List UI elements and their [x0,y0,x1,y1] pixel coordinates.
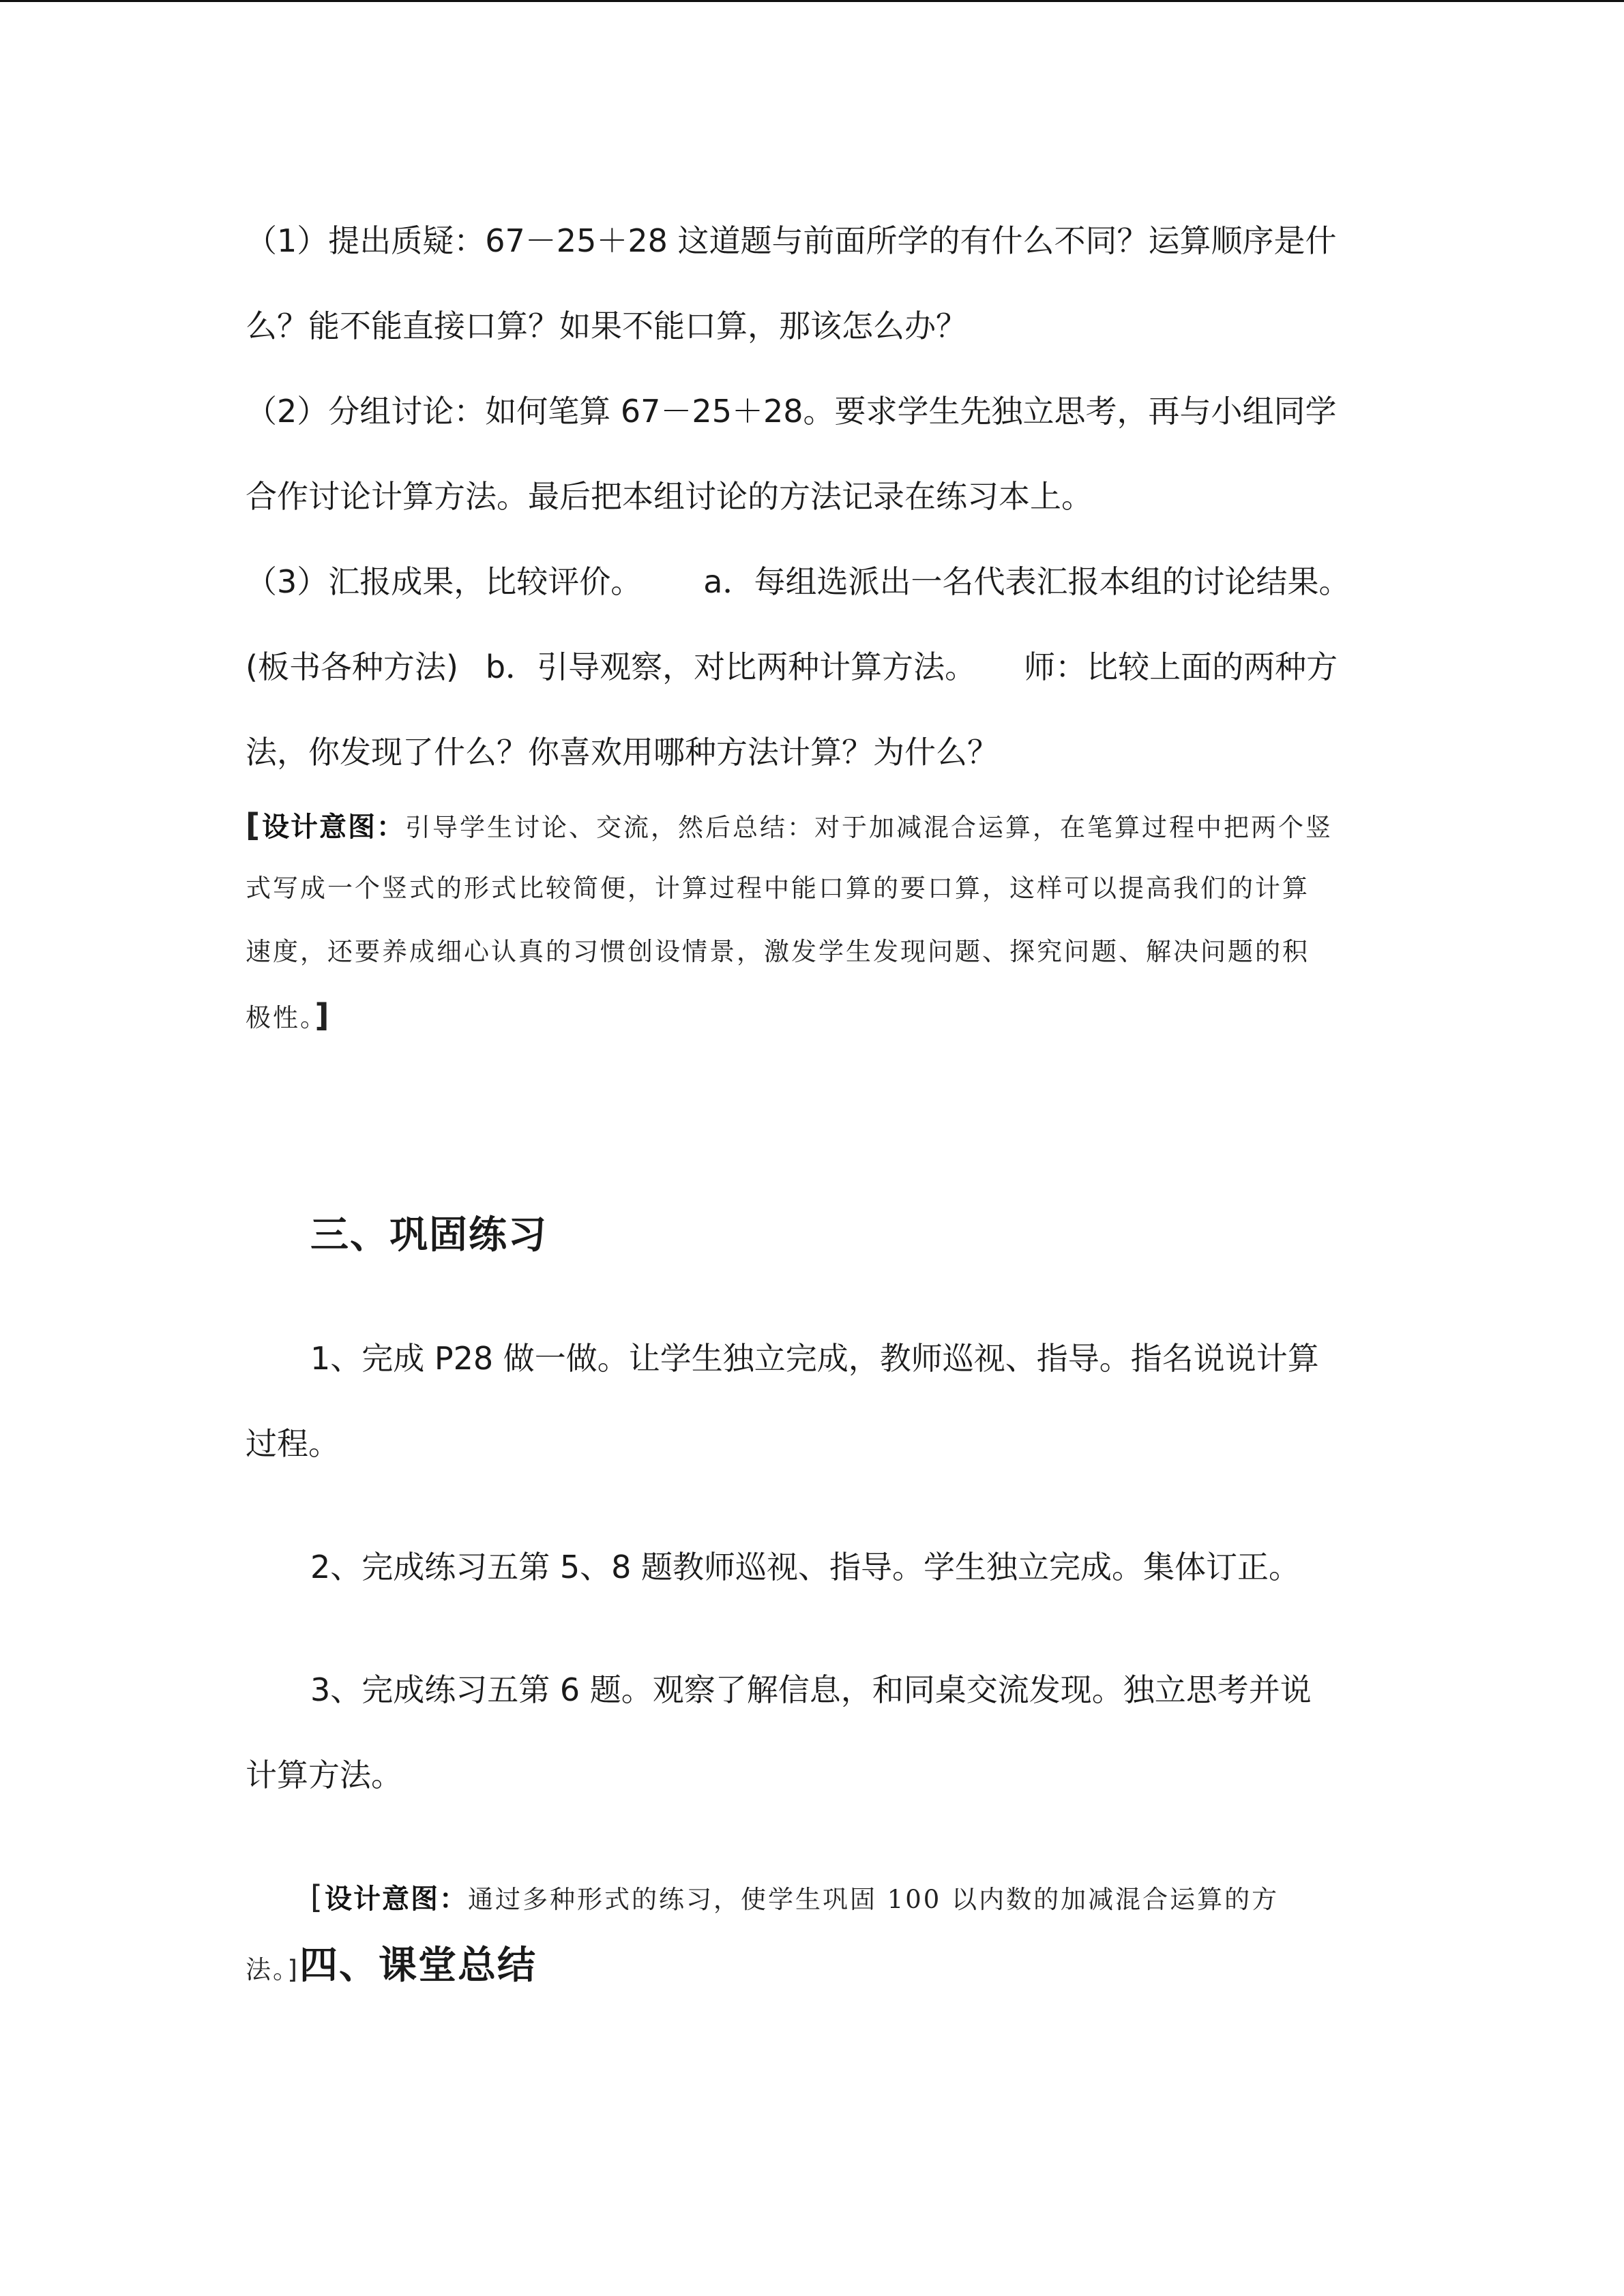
design-intent-2-line-1 [310,1877,1279,1920]
section-4-heading: 四、课堂总结 [299,1943,537,1988]
report-step-a: a．每组选派出一名代表汇报本组的讨论结果。 [703,563,1350,600]
report-teacher-prompt: 师：比较上面的两种方 [1024,648,1338,685]
design-intent-1-label: 设计意图： [262,811,406,843]
paragraph-question-line-2: 么？能不能直接口算？如果不能口算，那该怎么办？ [246,308,967,344]
section-3-heading: 三、巩固练习 [310,1213,548,1257]
page-top-border [0,0,1624,2]
design-intent-2-text-1: 通过多种形式的练习，使学生巩固 100 以内数的加减混合运算的方 [467,1885,1280,1914]
paragraph-discussion-line-2: 合作讨论计算方法。最后把本组讨论的方法记录在练习本上。 [246,478,1093,515]
report-step-b: b．引导观察，对比两种计算方法。 [485,648,977,685]
design-intent-1-text-1: 引导学生讨论、交流，然后总结：对于加减混合运算，在笔算过程中把两个竖 [405,813,1333,842]
design-intent-2-close-bracket: ] [287,1955,299,1984]
exercise-3-line-1: 3、完成练习五第 6 题。观察了解信息，和同桌交流发现。独立思考并说 [310,1671,1312,1708]
design-intent-1-line-4 [246,995,331,1039]
report-board-note: (板书各种方法) [246,648,458,685]
paragraph-discussion-line-1: （2）分组讨论：如何笔算 67－25＋28。要求学生先独立思考，再与小组同学 [246,393,1337,430]
design-intent-1-open-bracket: [ [246,807,263,844]
exercise-2-line: 2、完成练习五第 5、8 题教师巡视、指导。学生独立完成。集体订正。 [310,1549,1301,1585]
design-intent-2-text-2: 法。 [246,1955,288,1984]
paragraph-report-line-2 [246,646,1338,687]
design-intent-1-close-bracket: ] [314,997,331,1034]
exercise-1-line-1: 1、完成 P28 做一做。让学生独立完成，教师巡视、指导。指名说说计算 [310,1340,1319,1377]
report-step-title: （3）汇报成果，比较评价。 [246,563,643,600]
design-intent-1-line-3: 速度，还要养成细心认真的习惯创设情景，激发学生发现问题、探究问题、解决问题的积 [246,937,1310,966]
design-intent-2-label: 设计意图： [324,1883,468,1915]
design-intent-1-text-4: 极性。 [246,1003,315,1032]
design-intent-1-line-2: 式写成一个竖式的形式比较简便，计算过程中能口算的要口算，这样可以提高我们的计算 [246,874,1310,903]
paragraph-report-line-1 [246,561,1350,602]
paragraph-question-line-1: （1）提出质疑：67－25＋28 这道题与前面所学的有什么不同？运算顺序是什 [246,222,1337,259]
paragraph-report-line-3: 法，你发现了什么？你喜欢用哪种方法计算？为什么？ [246,734,999,771]
design-intent-2-line-2 [246,1945,537,1991]
exercise-3-line-2: 计算方法。 [246,1757,402,1793]
design-intent-1-line-1 [246,805,1333,848]
design-intent-2-open-bracket: [ [310,1879,325,1915]
exercise-1-line-2: 过程。 [246,1425,340,1462]
